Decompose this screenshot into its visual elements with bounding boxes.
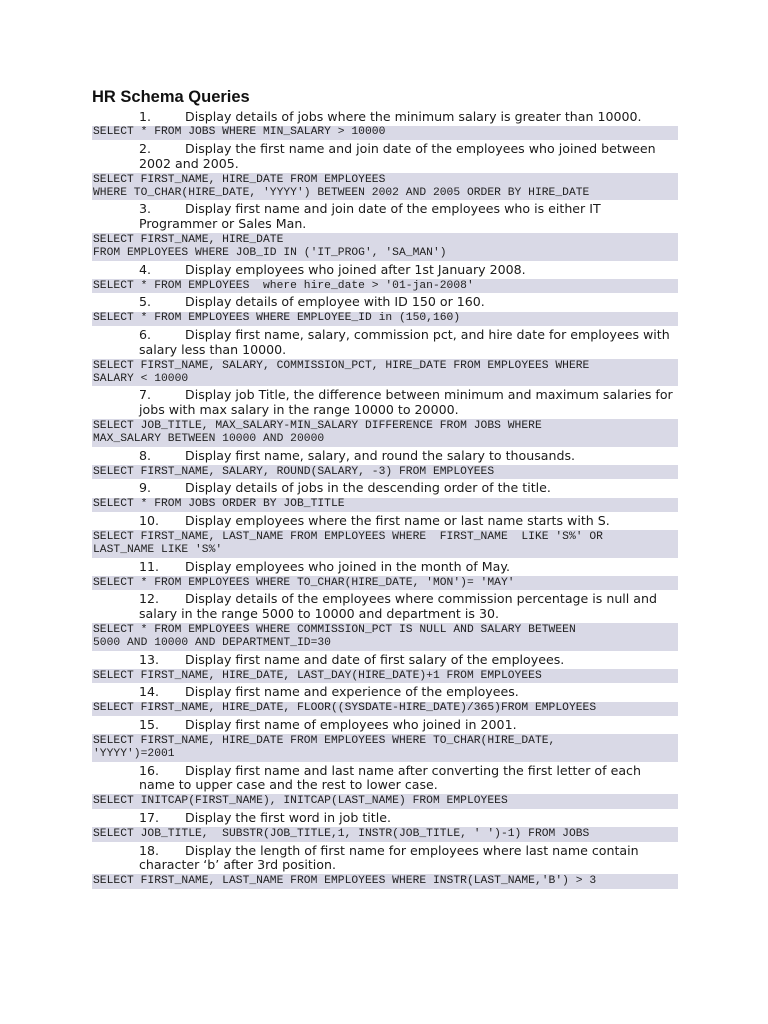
question-item [92,480,678,498]
question-number: 4. [139,261,152,277]
question-item [92,201,678,233]
question-number: 10. [139,513,160,529]
question-item [92,762,678,794]
question-number: 18. [139,842,160,858]
question-number: 16. [139,762,160,778]
question-item [92,294,678,312]
question-number: 12. [139,591,160,607]
sql-query: SELECT * FROM EMPLOYEES WHERE EMPLOYEE_ID in (150,160) [92,312,678,327]
sql-query: SELECT * FROM EMPLOYEES WHERE COMMISSION_PCT IS NULL AND SALARY BETWEEN 5000 AND 10000 AND DEPARTMENT_ID=30 [92,623,678,651]
question-item [92,651,678,669]
question-text: Display first name of employees who joined in 2001. [185,717,517,732]
question-item [92,513,678,531]
question-item [92,261,678,279]
question-text: Display first name and date of first salary of the employees. [185,651,565,667]
question-text: Display first name, salary, and round the salary to thousands. [185,447,576,463]
question-item [92,108,678,126]
sql-query: SELECT FIRST_NAME, LAST_NAME FROM EMPLOYEES WHERE INSTR(LAST_NAME,'B') > 3 [92,874,678,889]
sql-query: SELECT INITCAP(FIRST_NAME), INITCAP(LAST_NAME) FROM EMPLOYEES [92,794,678,809]
question-number: 11. [139,558,160,574]
question-text: Display the first name and join date of the employees who joined between 2002 and 2005. [139,141,656,171]
question-number: 3. [139,201,152,217]
question-text: Display the length of first name for employees where last name contain character ‘b’ after 3rd position. [139,842,639,873]
question-text: Display details of jobs in the descending order of the title. [185,480,551,496]
question-text: Display job Title, the difference between minimum and maximum salaries for jobs with max salary in the range 10000 to 20000. [139,387,673,418]
sql-query: SELECT JOB_TITLE, SUBSTR(JOB_TITLE,1, INSTR(JOB_TITLE, ' ')-1) FROM JOBS [92,827,678,842]
question-text: Display employees where the first name or last name starts with S. [185,513,610,529]
sql-query: SELECT FIRST_NAME, SALARY, COMMISSION_PCT, HIRE_DATE FROM EMPLOYEES WHERE SALARY < 10000 [92,359,678,387]
sql-query: SELECT * FROM JOBS WHERE MIN_SALARY > 10000 [92,126,678,141]
question-number: 14. [139,684,160,700]
question-text: Display employees who joined after 1st January 2008. [185,261,526,277]
sql-query: SELECT FIRST_NAME, LAST_NAME FROM EMPLOYEES WHERE FIRST_NAME LIKE 'S%' OR LAST_NAME LIKE 'S%' [92,530,678,558]
page-title: HR Schema Queries [92,88,250,106]
question-item [92,717,678,735]
question-text: Display first name, salary, commission pct, and hire date for employees with salary less than 10000. [139,327,670,357]
question-item [92,327,678,359]
sql-query: SELECT JOB_TITLE, MAX_SALARY-MIN_SALARY DIFFERENCE FROM JOBS WHERE MAX_SALARY BETWEEN 10000 AND 20000 [92,419,678,447]
question-item [92,591,678,623]
question-item [92,684,678,702]
sql-query: SELECT * FROM JOBS ORDER BY JOB_TITLE [92,498,678,513]
question-number: 7. [139,387,152,403]
question-number: 17. [139,809,160,825]
question-item [92,141,678,173]
question-list [92,108,678,889]
question-item [92,809,678,827]
sql-query: SELECT FIRST_NAME, HIRE_DATE, LAST_DAY(HIRE_DATE)+1 FROM EMPLOYEES [92,669,678,684]
question-number: 13. [139,651,160,667]
question-number: 15. [139,717,160,732]
question-text: Display details of jobs where the minimum salary is greater than 10000. [185,108,642,124]
sql-query: SELECT FIRST_NAME, HIRE_DATE FROM EMPLOYEES WHERE JOB_ID IN ('IT_PROG', 'SA_MAN') [92,233,678,261]
question-text: Display first name and last name after converting the first letter of each name to upper case and the rest to lower case. [139,762,641,793]
sql-query: SELECT FIRST_NAME, HIRE_DATE, FLOOR((SYSDATE-HIRE_DATE)/365)FROM EMPLOYEES [92,702,678,717]
question-item [92,842,678,874]
question-text: Display the first word in job title. [185,809,391,825]
document [92,88,678,889]
question-text: Display employees who joined in the month of May. [185,558,510,574]
question-text: Display details of employee with ID 150 or 160. [185,294,485,310]
sql-query: SELECT FIRST_NAME, SALARY, ROUND(SALARY, -3) FROM EMPLOYEES [92,465,678,480]
sql-query: SELECT FIRST_NAME, HIRE_DATE FROM EMPLOYEES WHERE TO_CHAR(HIRE_DATE, 'YYYY') BETWEEN 2002 AND 2005 ORDER BY HIRE_DATE [92,173,678,201]
question-text: Display details of the employees where commission percentage is null and salary in the range 5000 to 10000 and department is 30. [139,591,658,622]
question-number: 5. [139,294,152,310]
question-text: Display first name and join date of the employees who is either IT Programmer or Sales Man. [139,201,601,232]
question-number: 1. [139,108,152,124]
question-number: 6. [139,327,152,343]
question-item [92,447,678,465]
question-number: 8. [139,447,152,463]
question-text: Display first name and experience of the employees. [185,684,519,700]
sql-query: SELECT * FROM EMPLOYEES where hire_date > '01-jan-2008' [92,279,678,294]
question-number: 9. [139,480,152,496]
question-number: 2. [139,141,152,157]
sql-query: SELECT * FROM EMPLOYEES WHERE TO_CHAR(HIRE_DATE, 'MON')= 'MAY' [92,576,678,591]
question-item [92,558,678,576]
sql-query: SELECT FIRST_NAME, HIRE_DATE FROM EMPLOYEES WHERE TO_CHAR(HIRE_DATE, 'YYYY')=2001 [92,734,678,762]
question-item [92,387,678,419]
